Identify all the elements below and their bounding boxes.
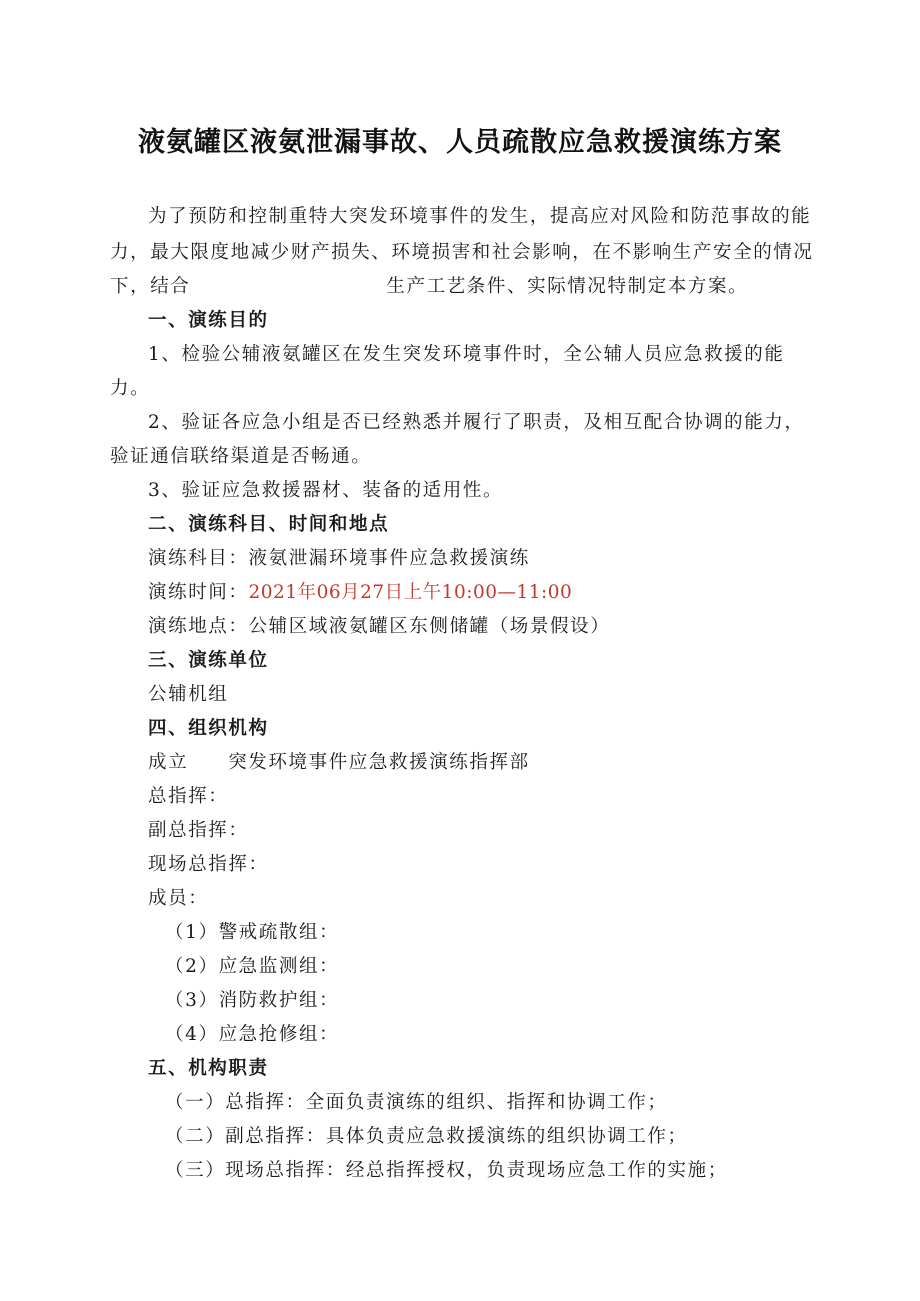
duty-item-3: （三）现场总指挥：经总指挥授权，负责现场应急工作的实施； [165, 1160, 728, 1181]
section1-item2-line1: 2、验证各应急小组是否已经熟悉并履行了职责，及相互配合协调的能力， [148, 412, 805, 433]
establish-line [148, 751, 530, 775]
section5-heading: 五、机构职责 [148, 1058, 269, 1079]
section1-item1-line2: 力。 [110, 378, 151, 399]
intro-line-2: 力，最大限度地减少财产损失、环境损害和社会影响，在不影响生产安全的情况 [110, 242, 814, 263]
drill-subject: 演练科目：液氨泄漏环境事件应急救援演练 [148, 548, 530, 569]
deputy-commander-line: 副总指挥： [148, 820, 249, 841]
drill-time-label: 演练时间： [148, 582, 249, 603]
group-item-2: （2）应急监测组： [165, 956, 340, 977]
document-title: 液氨罐区液氨泄漏事故、人员疏散应急救援演练方案 [138, 127, 782, 158]
section1-item2-line2: 验证通信联络渠道是否畅通。 [110, 446, 372, 467]
group-item-1: （1）警戒疏散组： [165, 922, 340, 943]
intro-line-1: 为了预防和控制重特大突发环境事件的发生，提高应对风险和防范事故的能 [148, 206, 812, 227]
section3-heading: 三、演练单位 [148, 650, 269, 671]
section1-item1-line1: 1、检验公辅液氨罐区在发生突发环境事件时，全公辅人员应急救援的能 [148, 344, 785, 365]
group-item-3: （3）消防救护组： [165, 990, 340, 1011]
duty-item-1: （一）总指挥：全面负责演练的组织、指挥和协调工作； [165, 1092, 668, 1113]
section4-heading: 四、组织机构 [148, 718, 269, 739]
section1-item3: 3、验证应急救援器材、装备的适用性。 [148, 480, 504, 501]
drill-time-value: 2021年06月27日上午10:00—11:00 [248, 582, 573, 603]
commander-line: 总指挥： [148, 786, 229, 807]
site-commander-line: 现场总指挥： [148, 854, 269, 875]
establish-start: 成立 [148, 752, 189, 773]
group-item-4: （4）应急抢修组： [165, 1024, 340, 1045]
intro-line-3-start: 下，结合 [110, 276, 191, 297]
members-line: 成员： [148, 888, 209, 909]
drill-time [148, 581, 572, 605]
section2-heading: 二、演练科目、时间和地点 [148, 514, 390, 535]
section1-heading: 一、演练目的 [148, 310, 269, 331]
intro-line-3-end: 生产工艺条件、实际情况特制定本方案。 [386, 276, 749, 297]
intro-line-3 [110, 275, 748, 299]
duty-item-2: （二）副总指挥：具体负责应急救援演练的组织协调工作； [165, 1126, 688, 1147]
drill-place: 演练地点：公辅区域液氨罐区东侧储罐（场景假设） [148, 616, 611, 637]
drill-unit: 公辅机组 [148, 684, 229, 705]
establish-end: 突发环境事件应急救援演练指挥部 [228, 752, 530, 773]
